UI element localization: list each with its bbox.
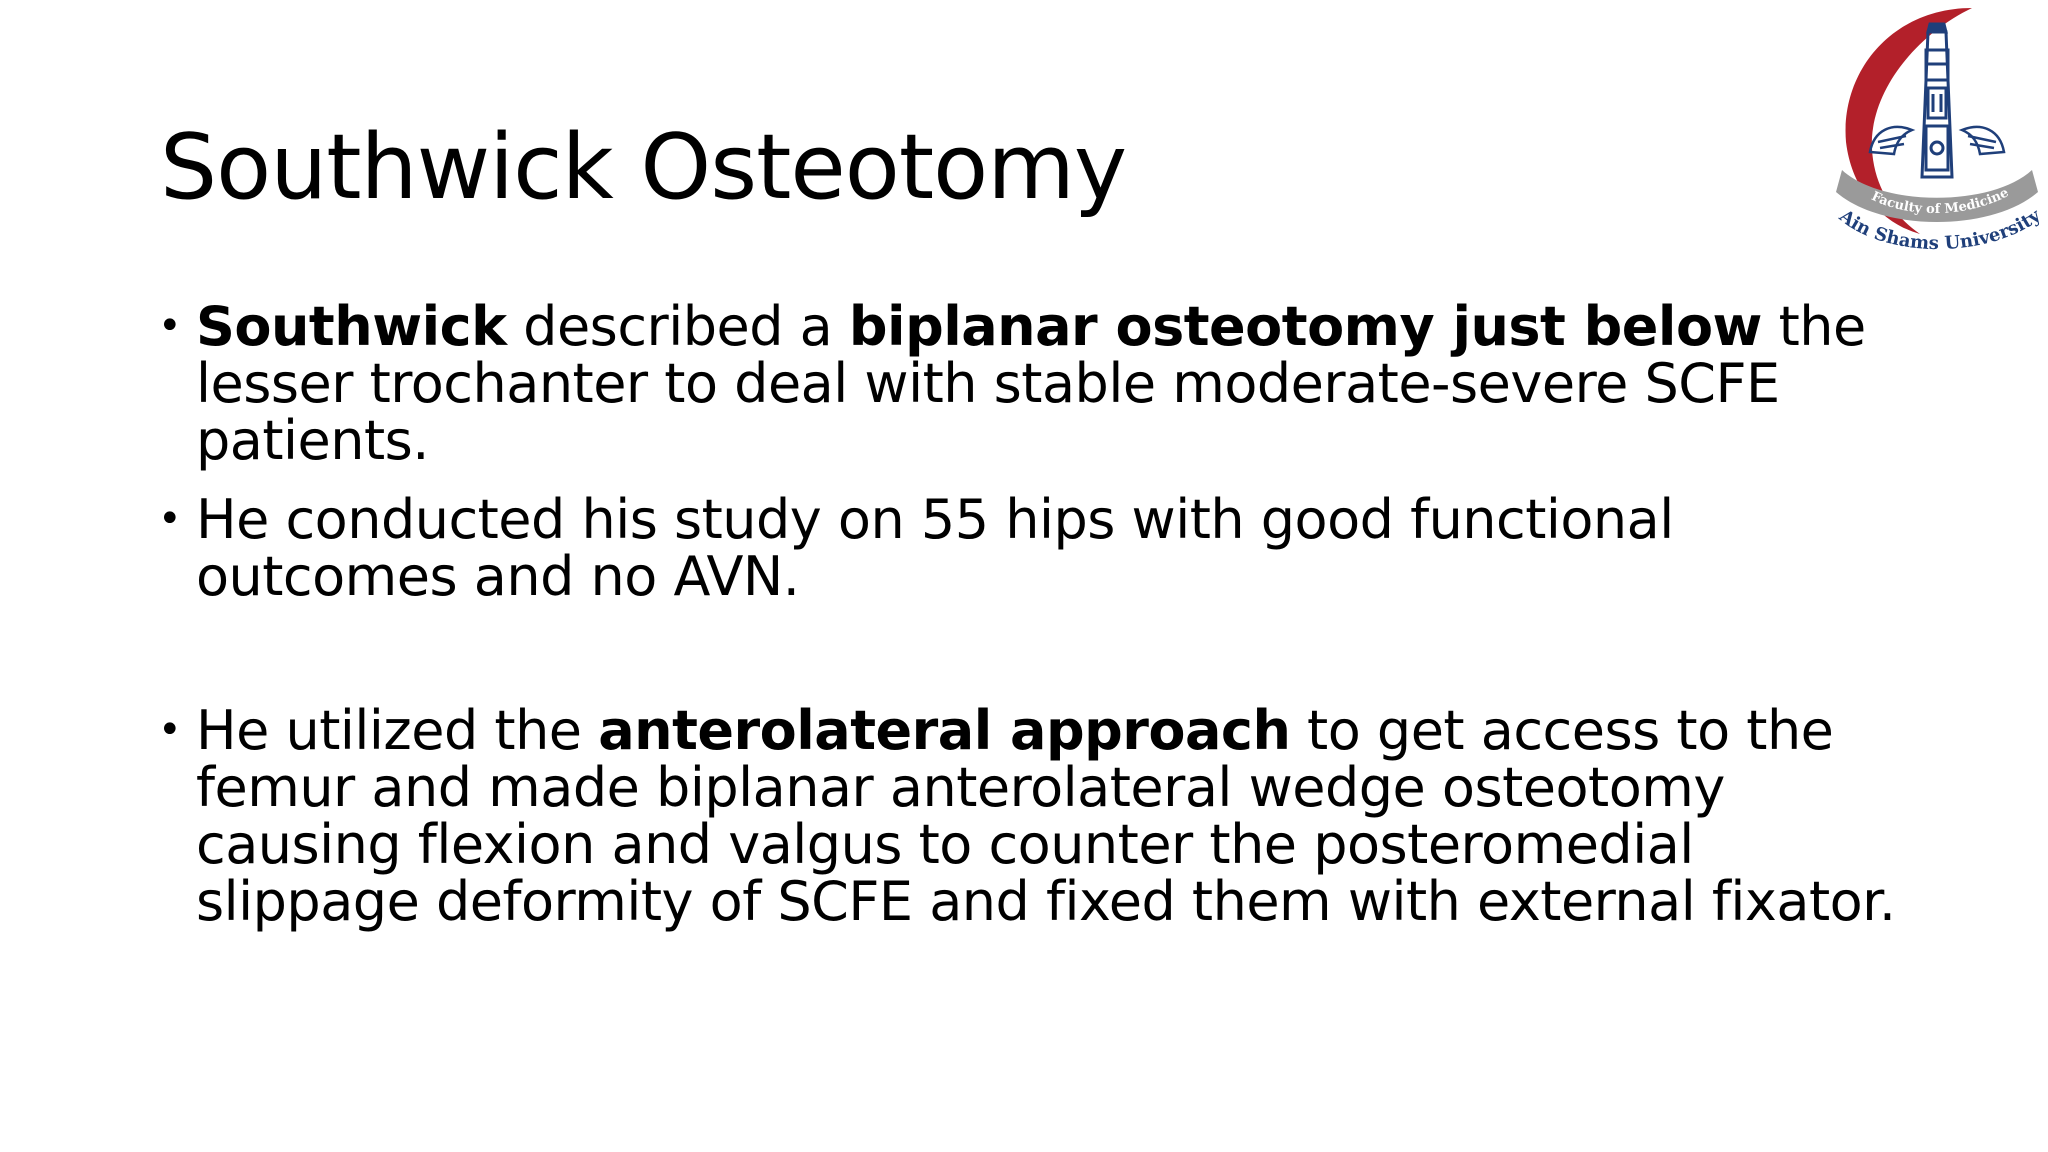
svg-text:Faculty of Medicine: Faculty of Medicine [1868, 185, 2012, 218]
bullet-list [150, 295, 1920, 933]
bullet-text-bold: biplanar osteotomy just below [848, 295, 1762, 358]
bullet-text: to get access to the femur and made biplanar anterolateral wedge osteotomy causing flexion and valgus to counter the posteromedial slippage deformity of SCFE and fixed them with external fixator. [196, 699, 1896, 933]
bullet-text-bold: anterolateral approach [598, 699, 1291, 762]
bullet-dot-icon: • [158, 303, 182, 349]
slide-title: Southwick Osteotomy [160, 115, 1127, 220]
bullet-text: He utilized the [196, 699, 599, 762]
svg-text:Ain Shams University: Ain Shams University [1835, 205, 2045, 255]
bullet-text: the lesser trochanter to deal with stable moderate-severe SCFE patients. [196, 295, 1866, 472]
bullet-item [150, 488, 1920, 608]
bullet-item [150, 295, 1920, 472]
bullet-text-bold: Southwick [196, 295, 507, 358]
bullet-dot-icon: • [158, 496, 182, 542]
bullet-text: described a [506, 295, 849, 358]
bullet-item [150, 699, 1920, 933]
bullet-dot-icon: • [158, 707, 182, 753]
bullet-text: He conducted his study on 55 hips with good functional outcomes and no AVN. [196, 488, 1674, 608]
university-logo-icon [1822, 2, 2048, 262]
